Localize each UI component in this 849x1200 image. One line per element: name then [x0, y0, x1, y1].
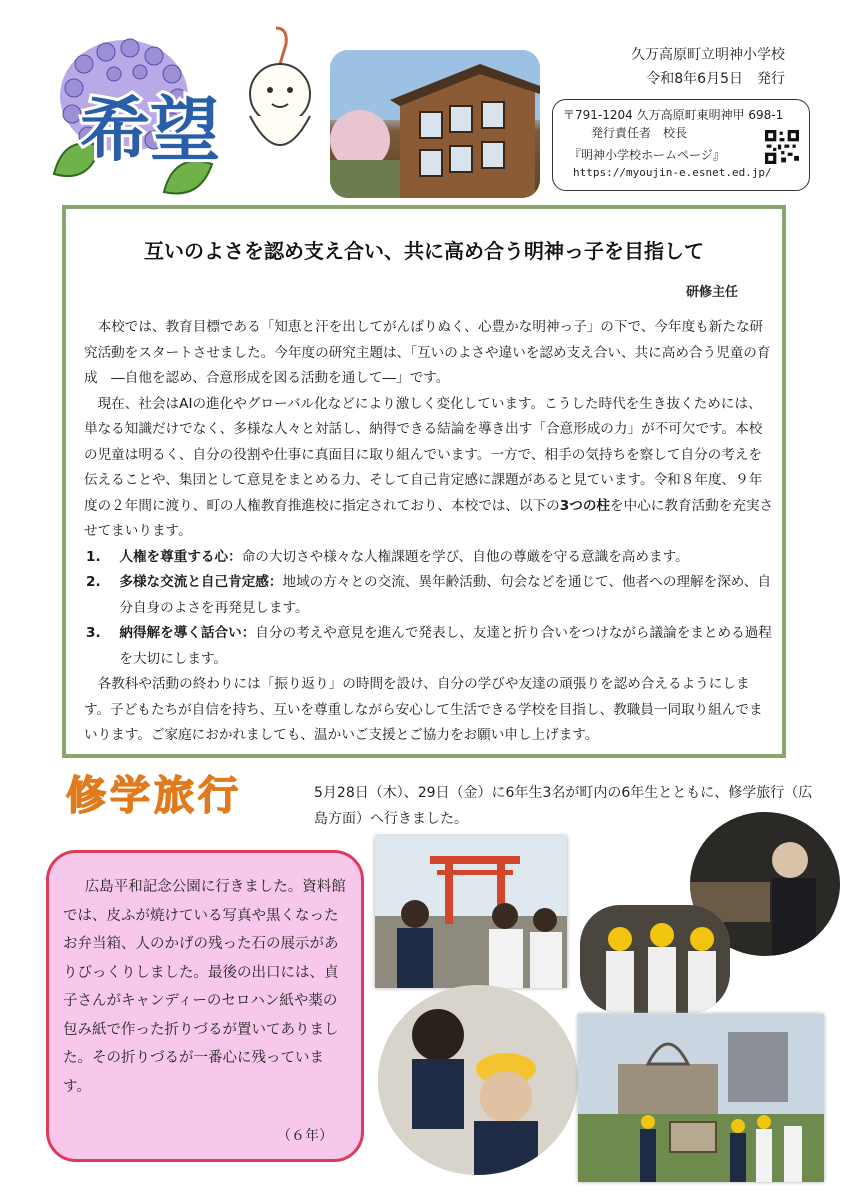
pillar-item: 3. 納得解を導く話合い：自分の考えや意見を進んで発表し、友達と折り合いをつけながら議論をまとめる過程を大切にします。: [86, 625, 772, 667]
school-address: 〒791-1204 久万高原町東明神甲 698-1: [563, 108, 784, 122]
student-closeup-photo: [378, 985, 578, 1175]
school-building-photo: [330, 50, 540, 198]
pillar-item: 2. 多様な交流と自己肯定感：地域の方々との交流、異年齢活動、句会などを通じて、他者への理解を深め、自分自身のよさを再発見します。: [86, 574, 772, 616]
student-impression: 広島平和記念公園に行きました。資料館では、皮ふが焼けている写真や黒くなったお弁当箱、人のかげの残った石の展示がありびっくりしました。最後の出口には、貞子さんがキャンディーのセロハン紙や薬の包み紙で作った折りづるが置いてありました。その折りづるが一番心に残っています。: [63, 879, 346, 1095]
article-paragraph: 現在、社会はAIの進化やグローバル化などにより激しく変化しています。こうした時代を生き抜くためには、単なる知識だけでなく、多様な人々と対話し、納得できる結論を導き出す「合意形成の力」が不可欠です。本校の児童は明るく、自分の役割や仕事に真面目に取り組んでいます。一方で、相手の気持ちを察して自分の考えを伝えることや、集団として意見をまとめる力、そして自己肯定感に課題があると見ています。令和８年度、９年度の２年間に渡り、町の人権教育推進校に指定されており、本校では、以下の3つの柱を中心に教育活動を充実させてまいります。: [84, 395, 774, 539]
pillars-keyword: 3つの柱: [559, 497, 611, 514]
exhibit-helmet-photo: [580, 905, 730, 1013]
article-closing: 各教科や活動の終わりには「振り返り」の時間を設け、自分の学びや友達の頑張りを認め合えるようにします。子どもたちが自信を持ち、互いを尊重しながら安心して生活できる学校を目指し、教職員一同取り組んでまいります。ご家庭におかれましても、温かいご支援とご協力をお願い申し上げます。: [84, 676, 763, 743]
article-title: 互いのよさを認め支え合い、共に高め合う明神っ子を目指して: [144, 239, 704, 263]
pillar-item: 1. 人権を尊重する心：命の大切さや様々な人権課題を学び、自他の尊厳を守る意識を高めます。: [86, 548, 689, 565]
qr-code-icon[interactable]: [765, 130, 799, 164]
student-grade: （６年）: [277, 1128, 333, 1144]
article-paragraph: 本校では、教育目標である「知恵と汗を出してがんばりぬく、心豊かな明神っ子」の下で、今年度も新たな研究活動をスタートさせました。今年度の研究主題は、「互いのよさや違いを認め支え合い、共に高め合う児童の育成 ―自他を認め、合意形成を図る活動を通して―」です。: [84, 319, 771, 386]
homepage-url[interactable]: https://myoujin-e.esnet.ed.jp/: [573, 166, 772, 179]
issue-date: 令和8年6月5日 発行: [646, 71, 785, 87]
issuer-box: [552, 99, 810, 191]
article-author: 研修主任: [685, 285, 738, 300]
homepage-label: 『明神小学校ホームページ』: [569, 148, 725, 162]
masthead-title: 希望: [80, 89, 220, 171]
teru-teru-bozu-icon: [250, 28, 310, 145]
school-name: 久万高原町立明神小学校: [631, 47, 785, 63]
masthead-art: [44, 24, 312, 200]
trip-heading: 修学旅行: [66, 772, 242, 819]
article-body: [84, 315, 774, 749]
student-impression-box: [46, 850, 364, 1162]
publisher: 発行責任者 校長: [591, 126, 688, 140]
article-frame: [62, 205, 786, 758]
trip-intro: 5月28日（木）、29日（金）に6年生3名が町内の6年生とともに、修学旅行（広島方面）へ行きました。: [314, 785, 813, 827]
atomic-bomb-dome-photo: [578, 1014, 824, 1182]
torii-group-photo: [375, 836, 567, 988]
